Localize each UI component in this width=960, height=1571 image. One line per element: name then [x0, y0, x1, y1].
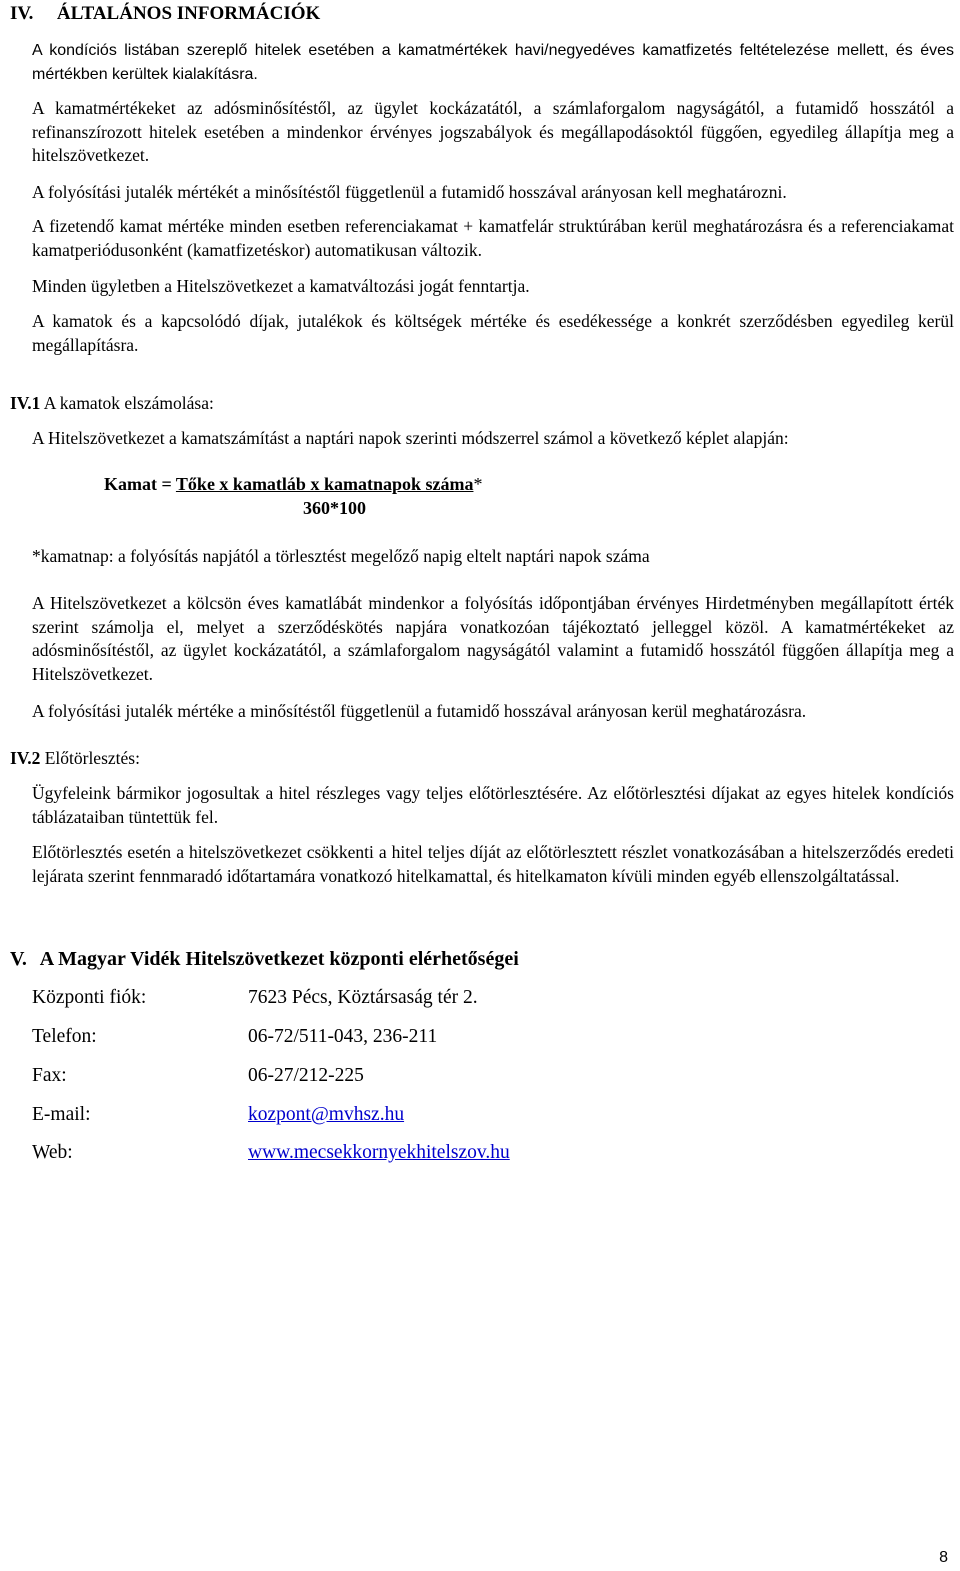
paragraph-costs: A kamatok és a kapcsolódó díjak, jutalékok és költségek mértéke és esedékessége a konkrét szerződésben egyedileg kerül megállapításra.: [32, 311, 954, 355]
page-number: 8: [939, 1549, 948, 1566]
paragraph-calc-method: A Hitelszövetkezet a kamatszámítást a naptári napok szerinti módszerrel számol a következő képlet alapján:: [32, 428, 789, 448]
contact-label-phone: Telefon:: [32, 1026, 97, 1047]
subsection-number: IV.1: [10, 393, 41, 413]
section-number: IV.: [10, 3, 34, 24]
paragraph-rates: A kamatmértékeket az adósminősítéstől, az ügylet kockázatától, a számlaforgalom nagyságától, a futamidő hosszától a refinanszírozott hitelek esetében a mindenkor érvényes jogszabályok és megállapodásoktól függően, egyedileg állapítja meg a hitelszövetkezet.: [32, 98, 954, 165]
formula-star: *: [473, 474, 483, 494]
contact-label-fax: Fax:: [32, 1065, 67, 1086]
paragraph-prepayment-right: Ügyfeleink bármikor jogosultak a hitel részleges vagy teljes előtörlesztésére. Az előtörlesztési díjakat az egyes hitelek kondíciós táblázataiban tüntettük fel.: [32, 783, 954, 827]
paragraph-reference-rate: A fizetendő kamat mértéke minden esetben referenciakamat + kamatfelár struktúrában kerül meghatározásra és a referenciakamat kamatperiódusonként (kamatfizetéskor) automatikusan változik.: [32, 216, 954, 260]
section-number: V.: [10, 948, 27, 970]
website-link[interactable]: www.mecsekkornyekhitelszov.hu: [248, 1142, 510, 1163]
contact-label-branch: Központi fiók:: [32, 987, 147, 1008]
section-heading-iv: [10, 3, 320, 25]
paragraph-disbursement-fee: A folyósítási jutalék mértéke a minősítéstől függetlenül a futamidő hosszával arányosan kerül meghatározásra.: [32, 701, 807, 721]
paragraph-fee: A folyósítási jutalék mértékét a minősítéstől függetlenül a futamidő hosszával arányosan kell meghatározni.: [32, 182, 787, 202]
paragraph-rate-change: Minden ügyletben a Hitelszövetkezet a kamatváltozási jogát fenntartja.: [32, 276, 530, 296]
contact-label-email: E-mail:: [32, 1104, 91, 1125]
subsection-title: Előtörlesztés:: [44, 748, 140, 768]
contact-label-web: Web:: [32, 1142, 73, 1163]
subsection-heading-iv-1: [10, 393, 214, 414]
subsection-title: A kamatok elszámolása:: [43, 393, 214, 413]
email-link[interactable]: kozpont@mvhsz.hu: [248, 1104, 405, 1125]
contact-value-phone: 06-72/511-043, 236-211: [248, 1026, 438, 1047]
contact-value-address: 7623 Pécs, Köztársaság tér 2.: [248, 987, 478, 1008]
formula-prefix: Kamat =: [104, 474, 176, 494]
paragraph-annual-rate: A Hitelszövetkezet a kölcsön éves kamatlábát mindenkor a folyósítás időpontjában érvényes Hirdetményben megállapított érték szerint számolja el, melyet a szerződéskötés napjára vonatkozóan tájékoztató jelleggel közöl. A kamatmértékeket az adósminősítéstől, az ügylet kockázatától, a számlaforgalom nagyságától valamint a futamidő hosszától függően állapítja meg a Hitelszövetkezet.: [32, 593, 954, 684]
section-title: ÁLTALÁNOS INFORMÁCIÓK: [56, 3, 321, 24]
subsection-heading-iv-2: [10, 748, 140, 769]
formula-numerator: Tőke x kamatláb x kamatnapok száma: [175, 474, 474, 494]
footnote-interest-day: *kamatnap: a folyósítás napjától a törlesztést megelőző napig eltelt naptári napok száma: [32, 546, 650, 566]
section-heading-v: [10, 948, 519, 971]
formula-denominator: 360*100: [303, 498, 366, 518]
subsection-number: IV.2: [10, 748, 41, 768]
contact-value-fax: 06-27/212-225: [248, 1065, 364, 1086]
paragraph-prepayment-cost: Előtörlesztés esetén a hitelszövetkezet csökkenti a hitel teljes díját az előtörlesztett részlet vonatkozásában a hitelszerződés eredeti lejárata szerint fennmaradó időtartamára vonatkozó hitelkamattal, és hitelkamaton kívüli minden egyéb ellenszolgáltatással.: [32, 842, 954, 886]
formula-line: [104, 474, 482, 495]
paragraph-intro: A kondíciós listában szereplő hitelek esetében a kamatmértékek havi/negyedéves kamatfizetés feltételezése mellett, és éves mértékben kerültek kialakításra.: [32, 42, 954, 83]
section-title: A Magyar Vidék Hitelszövetkezet központi elérhetőségei: [39, 948, 519, 970]
